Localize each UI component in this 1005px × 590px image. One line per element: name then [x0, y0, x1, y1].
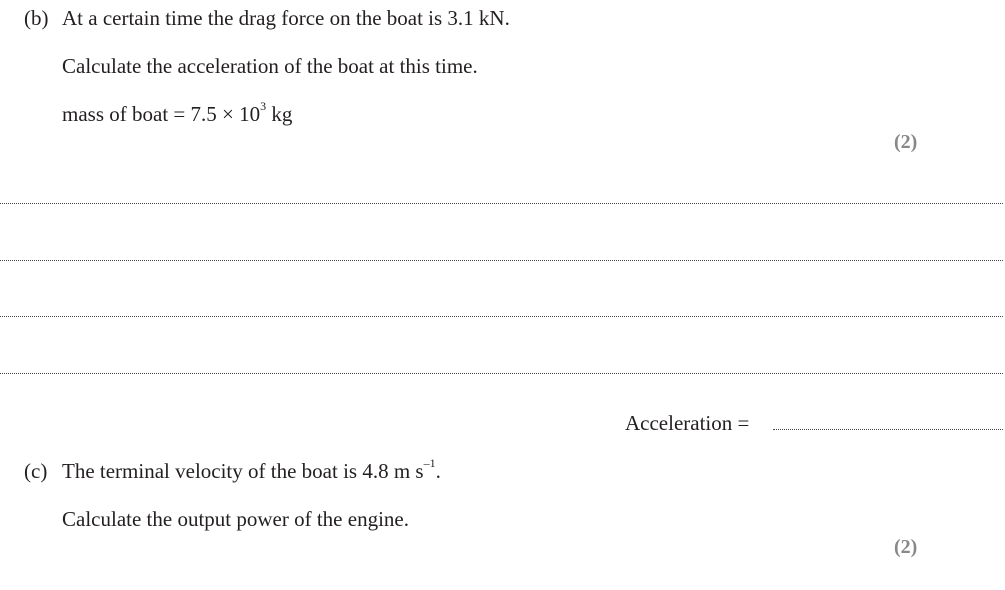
question-c-stem [24, 458, 441, 484]
part-b-given-mass [62, 101, 292, 127]
given-mass-unit: kg [266, 102, 293, 126]
answer-line-2[interactable] [0, 260, 1003, 261]
question-b-stem [24, 5, 510, 31]
part-c-label: (c) [24, 459, 48, 483]
acceleration-answer-label: Acceleration = [625, 411, 750, 435]
part-c-instruction: Calculate the output power of the engine. [62, 507, 409, 531]
given-mass-exponent: 3 [260, 99, 267, 113]
part-c-question-text: The terminal velocity of the boat is 4.8 m s [62, 459, 424, 483]
answer-line-4[interactable] [0, 373, 1003, 374]
part-b-label: (b) [24, 6, 49, 30]
part-b-marks: (2) [894, 131, 918, 153]
part-c-marks: (2) [894, 536, 918, 558]
part-c-question-end: . [435, 459, 441, 483]
part-b-instruction: Calculate the acceleration of the boat at this time. [62, 54, 478, 78]
answer-line-3[interactable] [0, 316, 1003, 317]
answer-line-1[interactable] [0, 203, 1003, 204]
acceleration-answer-field[interactable] [773, 429, 1003, 430]
given-mass-prefix: mass of boat = 7.5 × 10 [62, 102, 261, 126]
part-b-question-text: At a certain time the drag force on the boat is 3.1 kN. [62, 6, 510, 30]
velocity-unit-exponent: –1 [423, 456, 436, 470]
